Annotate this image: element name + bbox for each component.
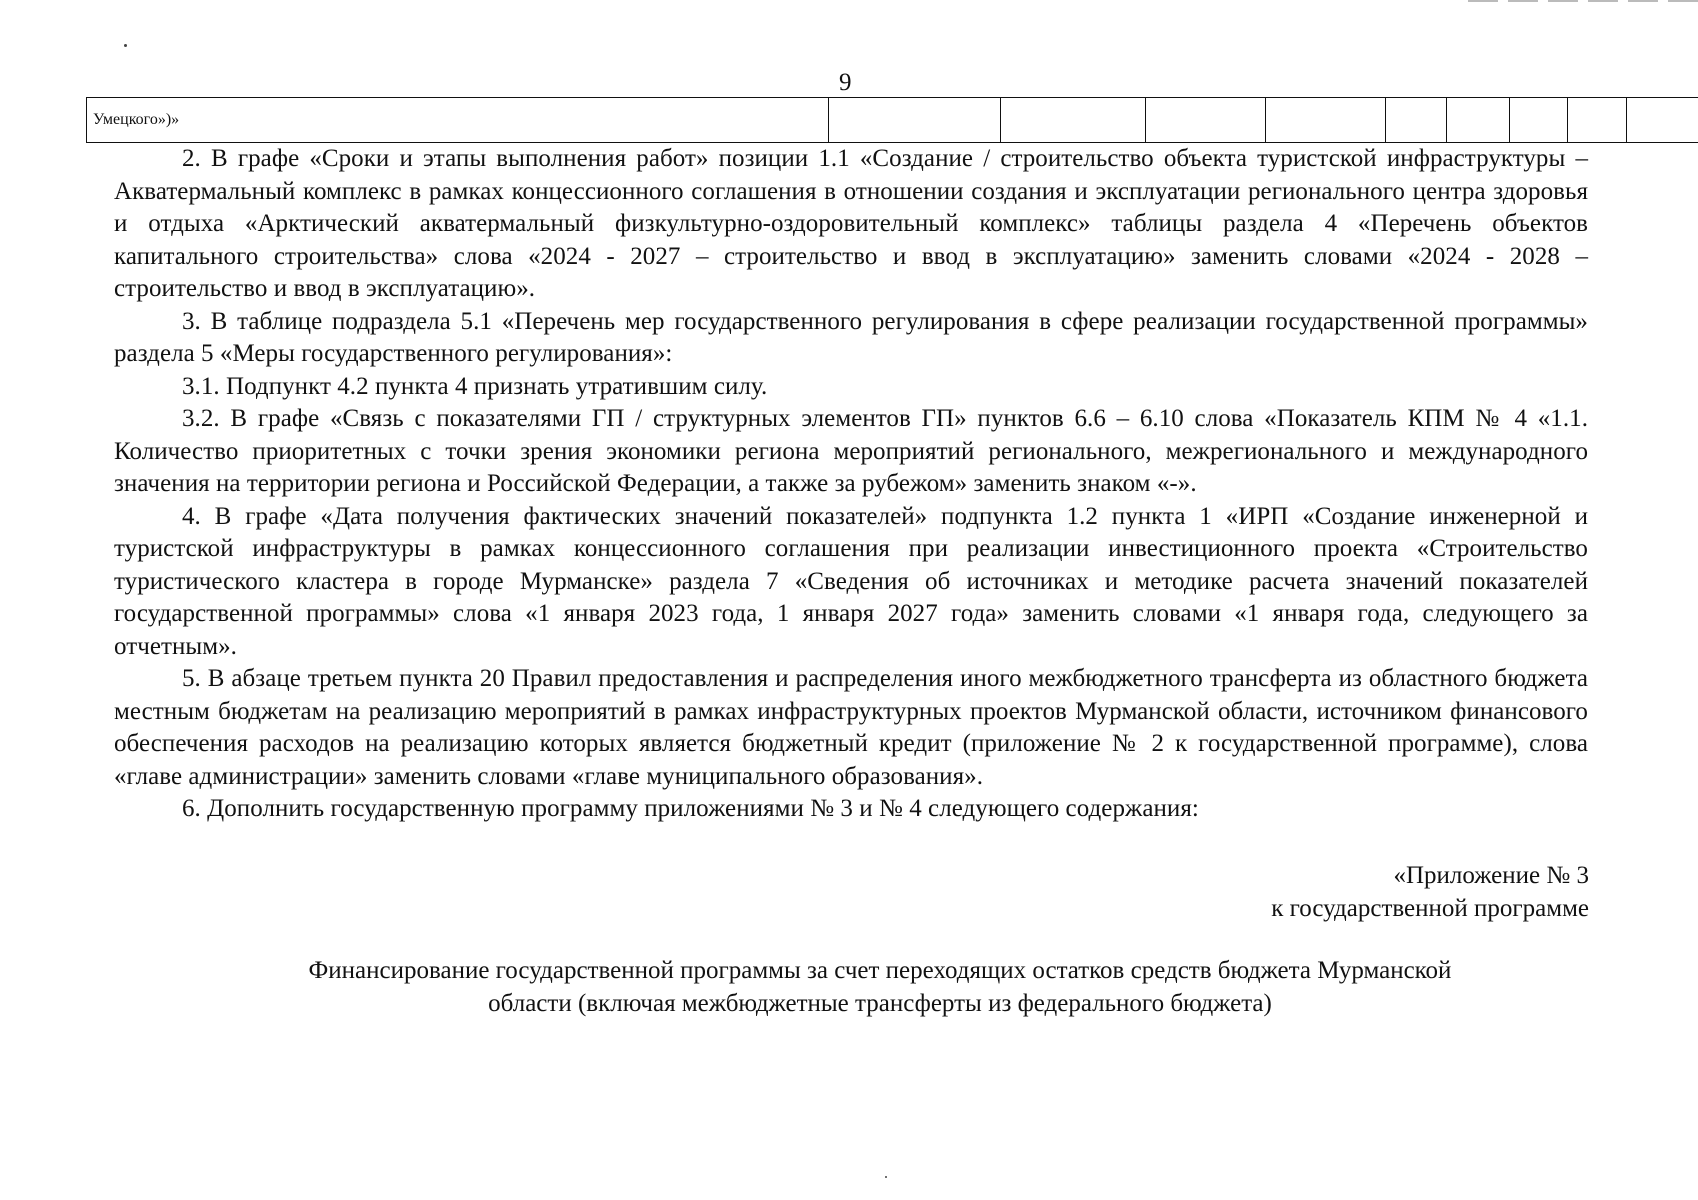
table-cell xyxy=(1146,98,1266,143)
paragraph-item-2: 2. В графе «Сроки и этапы выполнения работ» позиции 1.1 «Создание / строительство объекта туристской инфраструктуры – Акватермальный комплекс в рамках концессионного соглашения в отношении создания и эксплуатации регионального центра здоровья и отдыха «Арктический акватермальный физкультурно-оздоровительный комплекс» таблицы раздела 4 «Перечень объектов капитального строительства» слова «2024 - 2027 – строительство и ввод в эксплуатацию» заменить словами «2024 - 2028 – строительство и ввод в эксплуатацию». xyxy=(114,145,1588,302)
section-title-line2: области (включая межбюджетные трансферты из федерального бюджета) xyxy=(488,989,1272,1017)
table-cell xyxy=(1386,98,1447,143)
table-cell xyxy=(1266,98,1386,143)
continuation-table xyxy=(86,97,1698,143)
table-cell xyxy=(1510,98,1568,143)
paragraph-item-3-1: 3.1. Подпункт 4.2 пункта 4 признать утратившим силу. xyxy=(182,372,768,400)
paragraph-item-5: 5. В абзаце третьем пункта 20 Правил предоставления и распределения иного межбюджетного трансферта из областного бюджета местным бюджетам на реализацию мероприятий в рамках инфраструктурных проектов Мурманской области, источником финансового обеспечения расходов на реализацию которых является бюджетный кредит (приложение № 2 к государственной программе), слова «главе администрации» заменить словами «главе муниципального образования». xyxy=(114,665,1588,790)
scan-speck xyxy=(885,1176,887,1178)
table-row xyxy=(87,98,1698,143)
table-cell xyxy=(1001,98,1146,143)
table-cell xyxy=(1447,98,1510,143)
scan-speck xyxy=(124,44,127,47)
appendix-label-line1: «Приложение № 3 xyxy=(1393,862,1589,889)
paragraph-item-3: 3. В таблице подраздела 5.1 «Перечень мер государственного регулирования в сфере реализации государственной программы» раздела 5 «Меры государственного регулирования»: xyxy=(114,307,1588,367)
section-title-line1: Финансирование государственной программы за счет переходящих остатков средств бюджета Мурманской xyxy=(308,957,1452,984)
body-text xyxy=(114,143,1588,826)
table-cell xyxy=(1568,98,1627,143)
page-number: 9 xyxy=(839,69,852,96)
table-cell xyxy=(1627,98,1698,143)
paragraph-item-6: 6. Дополнить государственную программу приложениями № 3 и № 4 следующего содержания: xyxy=(182,795,1199,822)
scan-artifact-line xyxy=(1468,0,1698,2)
section-title xyxy=(180,955,1580,1020)
appendix-label-line2: к государственной программе xyxy=(1271,894,1589,922)
paragraph-item-4: 4. В графе «Дата получения фактических значений показателей» подпункта 1.2 пункта 1 «ИРП «Создание инженерной и туристской инфраструктуры в рамках концессионного соглашения при реализации инвестиционного проекта «Строительство туристического кластера в городе Мурманске» раздела 7 «Сведения об источниках и методике расчета значений показателей государственной программы» слова «1 января 2023 года, 1 января 2027 года» заменить словами «1 января года, следующего за отчетным». xyxy=(114,502,1588,660)
appendix-label xyxy=(1271,860,1589,925)
paragraph-item-3-2: 3.2. В графе «Связь с показателями ГП / структурных элементов ГП» пунктов 6.6 – 6.10 слова «Показатель КПМ № 4 «1.1. Количество приоритетных с точки зрения экономики региона мероприятий регионального, межрегионального и международного значения на территории региона и Российской Федерации, а также за рубежом» заменить знаком «-». xyxy=(114,405,1588,497)
table-cell-first: Умецкого»)» xyxy=(87,98,829,143)
table-cell xyxy=(829,98,1001,143)
